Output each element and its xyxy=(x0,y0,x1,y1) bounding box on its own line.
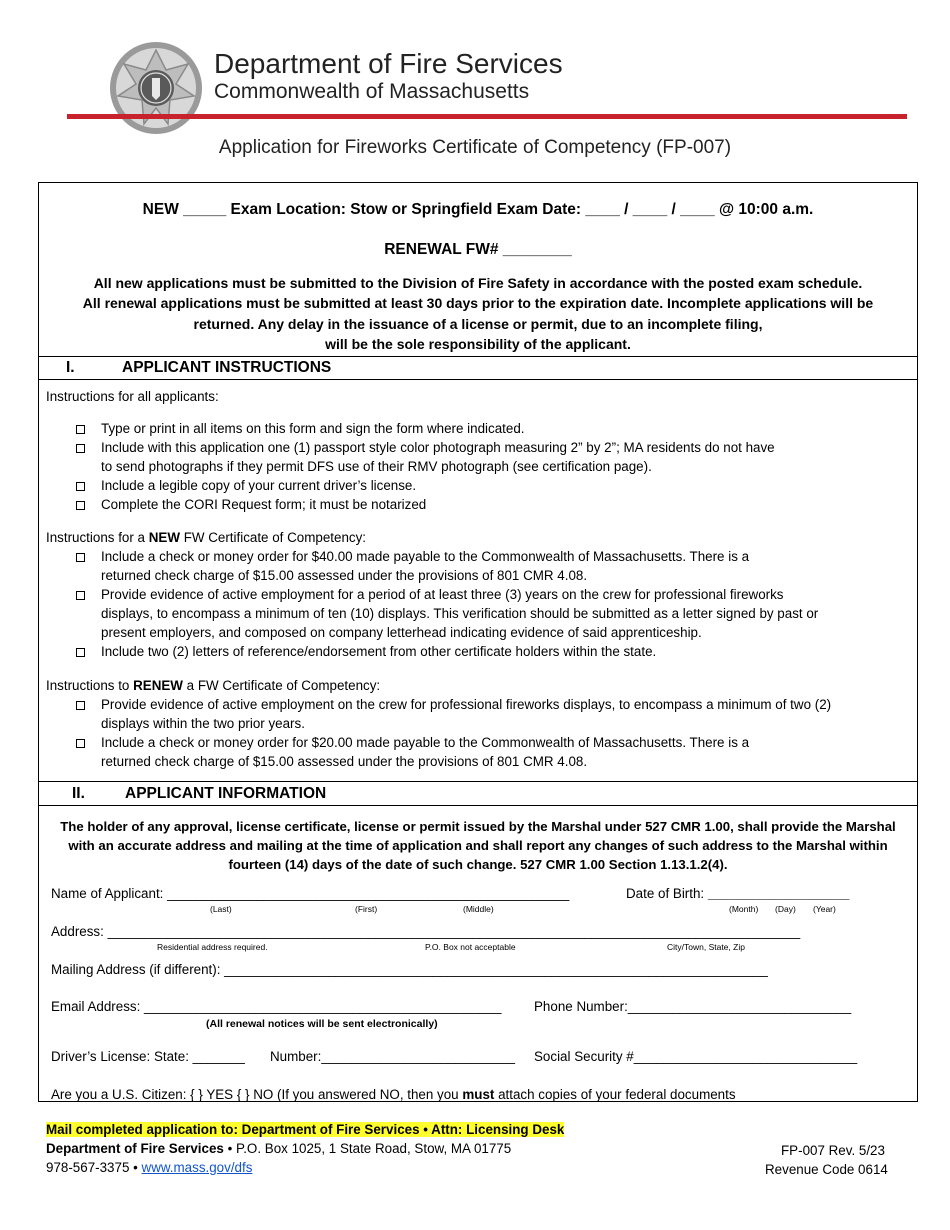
list-item: returned check charge of $15.00 assessed under the provisions of 801 CMR 4.08. xyxy=(101,568,588,583)
new-exam-line: NEW _____ Exam Location: Stow or Springfield Exam Date: ____ / ____ / ____ @ 10:00 a.m. xyxy=(142,201,814,218)
list-item: to send photographs if they permit DFS use of their RMV photograph (see certification page). xyxy=(101,459,652,474)
email-note: (All renewal notices will be sent electronically) xyxy=(206,1018,438,1030)
renewal-line: RENEWAL FW# ________ xyxy=(384,241,572,258)
section2-title: APPLICANT INFORMATION xyxy=(125,785,327,802)
checkbox-icon xyxy=(76,501,85,510)
sub-label: (Middle) xyxy=(463,904,494,914)
section-divider xyxy=(38,805,918,806)
applicant-name-field[interactable]: Name of Applicant: ______________________________________________________ xyxy=(51,886,570,901)
checkbox-icon xyxy=(76,591,85,600)
footer-address: Department of Fire Services • P.O. Box 1025, 1 State Road, Stow, MA 01775 xyxy=(46,1141,512,1156)
list-item: Provide evidence of active employment on the crew for professional fireworks displays, to encompass a minimum of two (2) xyxy=(101,697,832,712)
notice-line: will be the sole responsibility of the applicant. xyxy=(325,336,631,352)
section1-title: APPLICANT INSTRUCTIONS xyxy=(122,359,332,376)
checkbox-icon xyxy=(76,482,85,491)
checkbox-icon xyxy=(76,739,85,748)
list-item: present employers, and composed on company letterhead indicating evidence of said apprenticeship. xyxy=(101,625,702,640)
section-divider xyxy=(38,379,918,380)
list-item: Include a check or money order for $40.00 made payable to the Commonwealth of Massachusetts. There is a xyxy=(101,549,750,564)
notice-line: returned. Any delay in the issuance of a license or permit, due to an incomplete filing, xyxy=(193,316,763,332)
list-item: Include a check or money order for $20.00 made payable to the Commonwealth of Massachusetts. There is a xyxy=(101,735,750,750)
list-item: Type or print in all items on this form and sign the form where indicated. xyxy=(101,421,525,436)
checkbox-icon xyxy=(76,425,85,434)
sub-label: (Day) xyxy=(775,904,796,914)
license-number-field[interactable]: Number:__________________________ xyxy=(270,1049,515,1064)
address-notice-line: with an accurate address and mailing at the time of application and shall report any changes of such address to the Marshal within xyxy=(68,838,888,853)
state-title: Commonwealth of Massachusetts xyxy=(214,80,530,103)
list-item: Complete the CORI Request form; it must be notarized xyxy=(101,497,427,512)
sub-label: P.O. Box not acceptable xyxy=(425,942,516,952)
address-notice-line: fourteen (14) days of the date of such change. 527 CMR 1.00 Section 1.13.1.2(4). xyxy=(228,857,728,872)
footer-contact: 978-567-3375 • www.mass.gov/dfs xyxy=(46,1160,253,1175)
new-instructions-heading: Instructions for a NEW FW Certificate of Competency: xyxy=(46,530,367,545)
address-field[interactable]: Address: _____________________________________________________________________________________________ xyxy=(51,924,801,939)
ssn-field[interactable]: Social Security #______________________________ xyxy=(534,1049,858,1064)
sub-label: Residential address required. xyxy=(157,942,268,952)
all-instructions-heading: Instructions for all applicants: xyxy=(46,389,219,404)
form-revision: FP-007 Rev. 5/23 xyxy=(781,1143,885,1158)
list-item: displays within the two prior years. xyxy=(101,716,305,731)
sub-label: City/Town, State, Zip xyxy=(667,942,745,952)
sub-label: (Year) xyxy=(813,904,836,914)
dob-field[interactable]: Date of Birth: ___________________ xyxy=(626,886,850,901)
checkbox-icon xyxy=(76,701,85,710)
email-field[interactable]: Email Address: ________________________________________________ xyxy=(51,999,502,1014)
citizen-question[interactable]: Are you a U.S. Citizen: { } YES { } NO (If you answered NO, then you must attach copies of your federal documents xyxy=(51,1087,736,1102)
agency-title: Department of Fire Services xyxy=(214,48,563,79)
form-title: Application for Fireworks Certificate of Competency (FP-007) xyxy=(218,137,732,158)
sub-label: (Last) xyxy=(210,904,232,914)
section-divider xyxy=(38,781,918,782)
sub-label: (First) xyxy=(355,904,378,914)
list-item: returned check charge of $15.00 assessed under the provisions of 801 CMR 4.08. xyxy=(101,754,588,769)
phone-field[interactable]: Phone Number:______________________________ xyxy=(534,999,852,1014)
notice-line: All new applications must be submitted to the Division of Fire Safety in accordance with the posted exam schedule. xyxy=(93,275,863,291)
header-divider xyxy=(67,114,907,119)
revenue-code: Revenue Code 0614 xyxy=(765,1162,888,1177)
mail-instruction: Mail completed application to: Department of Fire Services • Attn: Licensing Desk xyxy=(46,1122,565,1137)
renew-instructions-heading: Instructions to RENEW a FW Certificate of Competency: xyxy=(46,678,381,693)
dfs-seal-logo xyxy=(108,40,204,136)
dfs-website-link[interactable]: www.mass.gov/dfs xyxy=(141,1160,253,1175)
address-notice-line: The holder of any approval, license certificate, license or permit issued by the Marshal under 527 CMR 1.00, shall provide the Marshal xyxy=(60,819,896,834)
checkbox-icon xyxy=(76,444,85,453)
checkbox-icon xyxy=(76,553,85,562)
list-item: Provide evidence of active employment for a period of at least three (3) years on the crew for professional fireworks xyxy=(101,587,784,602)
list-item: Include with this application one (1) passport style color photograph measuring 2” by 2”; MA residents do not have xyxy=(101,440,775,455)
section-divider xyxy=(38,356,918,357)
sub-label: (Month) xyxy=(729,904,759,914)
mailing-address-field[interactable]: Mailing Address (if different): _________________________________________________________________________ xyxy=(51,962,768,977)
section2-number: II. xyxy=(72,785,85,802)
checkbox-icon xyxy=(76,648,85,657)
list-item: displays, to encompass a minimum of ten (10) displays. This verification should be submitted as a letter signed by past or xyxy=(101,606,819,621)
section1-number: I. xyxy=(66,359,75,376)
license-state-field[interactable]: Driver’s License: State: _______ xyxy=(51,1049,245,1064)
list-item: Include a legible copy of your current driver’s license. xyxy=(101,478,417,493)
list-item: Include two (2) letters of reference/endorsement from other certificate holders within the state. xyxy=(101,644,657,659)
notice-line: All renewal applications must be submitted at least 30 days prior to the expiration date. Incomplete applications will be xyxy=(82,295,874,311)
